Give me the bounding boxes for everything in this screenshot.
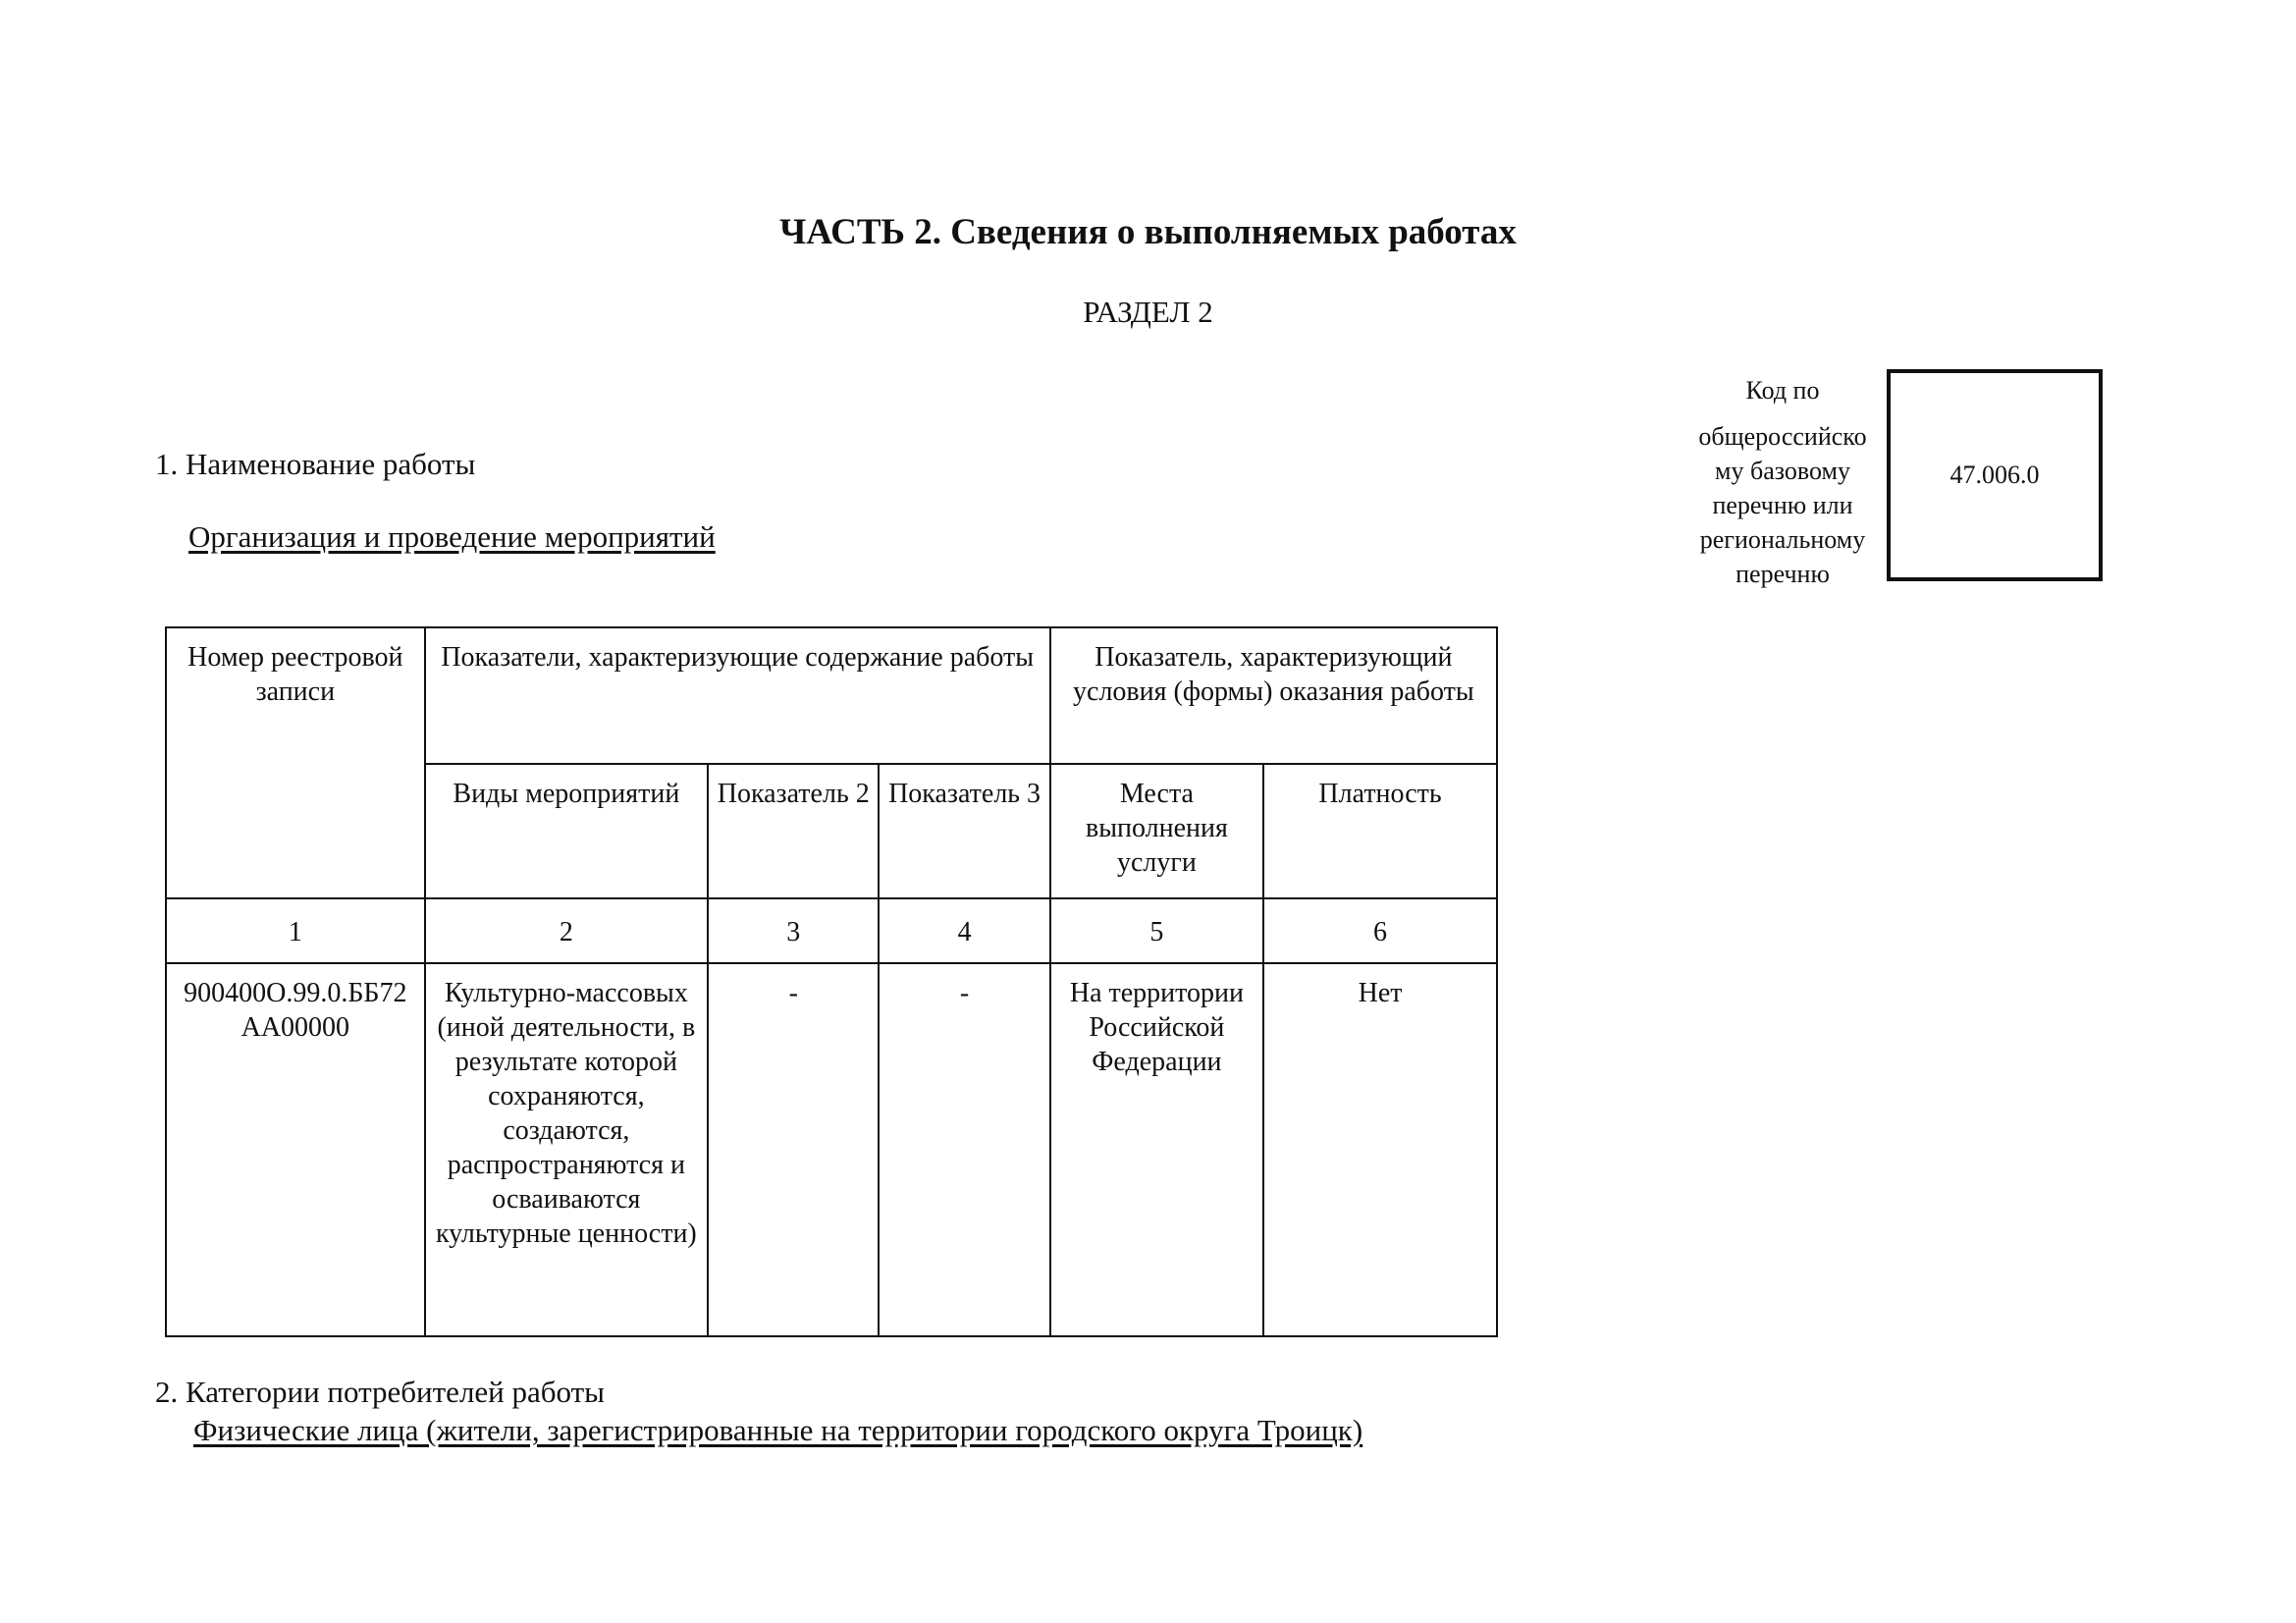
cell-indicator-2: - [708,963,879,1336]
work-name-label: 1. Наименование работы [155,447,476,481]
header-place: Места выполнения услуги [1050,764,1263,898]
code-label-rest: общероссийско му базовому перечню или региональному перечню [1698,422,1867,588]
header-content-group: Показатели, характеризующие содержание работы [425,627,1050,764]
header-conditions-group: Показатель, характеризующий условия (формы) оказания работы [1050,627,1497,764]
column-number: 3 [708,898,879,963]
cell-payment: Нет [1263,963,1497,1336]
page-title: ЧАСТЬ 2. Сведения о выполняемых работах [779,212,1517,252]
header-indicator-3: Показатель 3 [879,764,1049,898]
column-number: 2 [425,898,708,963]
cell-place: На территории Российской Федерации [1050,963,1263,1336]
section-heading: РАЗДЕЛ 2 [1083,295,1213,329]
cell-event-types: Культурно-массовых (иной деятельности, в результате которой сохраняются, создаются, распространяются и осваиваются культурные ценности) [425,963,708,1336]
consumers-label: 2. Категории потребителей работы [155,1375,606,1409]
header-registry-number: Номер реестровой записи [166,627,425,898]
header-event-types: Виды мероприятий [425,764,708,898]
registry-table [165,626,1498,1337]
code-label-line1: Код по [1745,376,1820,405]
header-row-1 [166,627,1497,764]
column-number: 5 [1050,898,1263,963]
header-payment: Платность [1263,764,1497,898]
column-number: 1 [166,898,425,963]
code-value: 47.006.0 [1949,460,2040,489]
code-box [1887,369,2103,581]
code-label [1684,373,1881,591]
header-indicator-2: Показатель 2 [708,764,879,898]
table-row [166,963,1497,1336]
column-number: 4 [879,898,1049,963]
cell-indicator-3: - [879,963,1049,1336]
column-number: 6 [1263,898,1497,963]
work-name-value: Организация и проведение мероприятий [188,519,716,554]
consumers-value: Физические лица (жители, зарегистрированные на территории городского округа Троицк) [193,1413,1363,1447]
column-number-row [166,898,1497,963]
cell-registry-number: 900400О.99.0.ББ72АА00000 [166,963,425,1336]
